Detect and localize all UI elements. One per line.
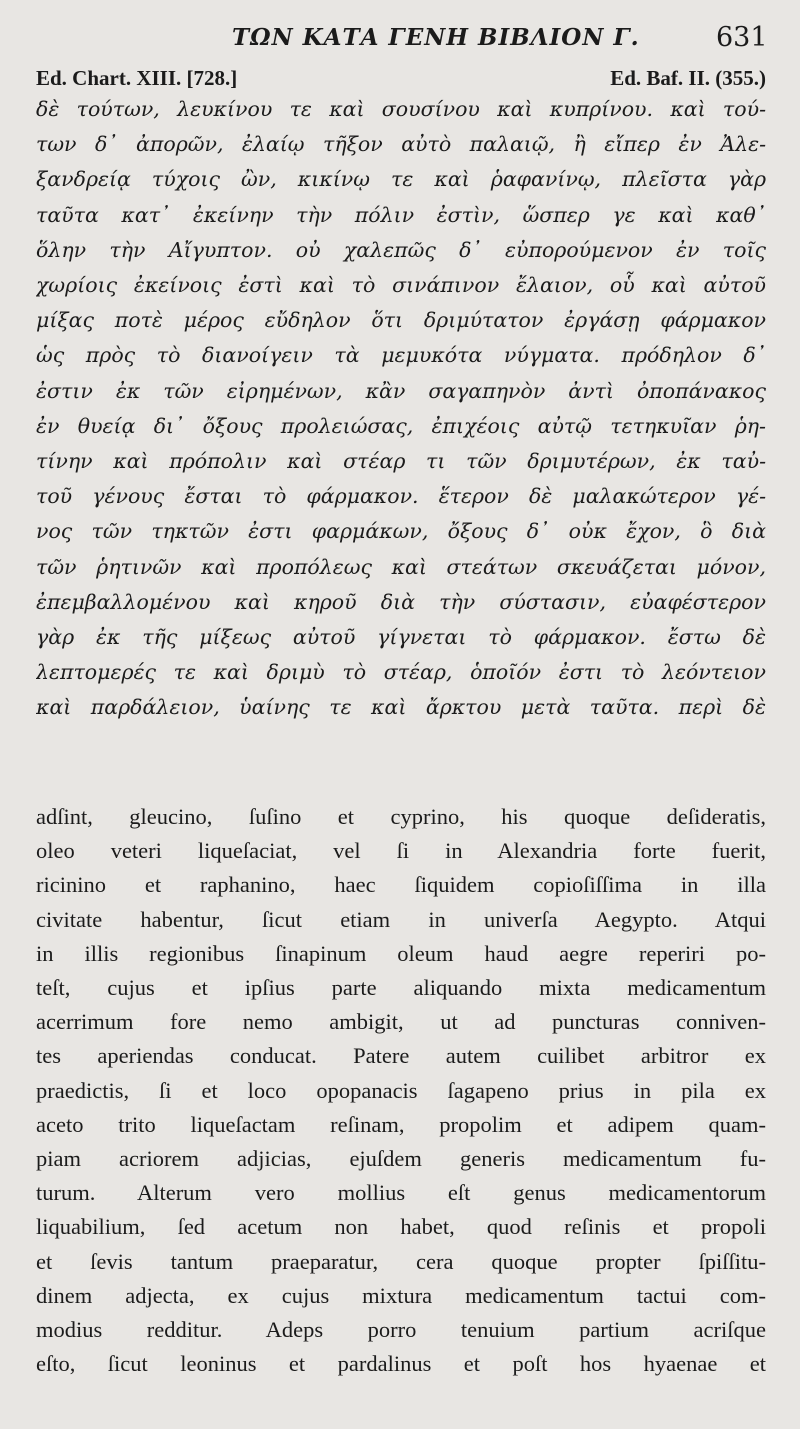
- latin-line: turum. Alterum vero mollius eſt genus medicamentorum: [36, 1180, 766, 1206]
- greek-line: μίξας ποτὲ μέρος εὔδηλον ὅτι δριμύτατον ἐργάσῃ φάρμακον: [36, 308, 766, 333]
- latin-line: liquabilium, ſed acetum non habet, quod reſinis et propoli: [36, 1214, 766, 1240]
- page-number: 631: [716, 22, 768, 53]
- greek-line: των δ᾽ ἀπορῶν, ἐλαίῳ τῆξον αὐτὸ παλαιῷ, ἢ εἴπερ ἐν Ἀλε-: [36, 132, 766, 157]
- greek-line: νος τῶν τηκτῶν ἐστι φαρμάκων, ὄξους δ᾽ οὐκ ἔχον, ὃ διὰ: [36, 519, 766, 544]
- latin-line: tes aperiendas conducat. Patere autem cuilibet arbitror ex: [36, 1043, 766, 1069]
- latin-line: ricinino et raphanino, haec ſiquidem copioſiſſima in illa: [36, 872, 766, 898]
- latin-line: dinem adjecta, ex cujus mixtura medicamentum tactui com-: [36, 1282, 766, 1308]
- running-head: [0, 18, 800, 58]
- greek-line: ταῦτα κατ᾽ ἐκείνην τὴν πόλιν ἐστὶν, ὥσπερ γε καὶ καθ᾽: [36, 202, 766, 227]
- latin-text-block: [36, 800, 766, 1381]
- latin-line: in illis regionibus ſinapinum oleum haud aegre reperiri po-: [36, 940, 766, 966]
- latin-line: piam acriorem adjicias, ejuſdem generis medicamentum fu-: [36, 1146, 766, 1172]
- greek-line: γὰρ ἐκ τῆς μίξεως αὐτοῦ γίγνεται τὸ φάρμακον. ἔστω δὲ: [36, 625, 766, 650]
- greek-line: τίνην καὶ πρόπολιν καὶ στέαρ τι τῶν δριμυτέρων, ἐκ ταὐ-: [36, 449, 766, 474]
- greek-line: τῶν ῥητινῶν καὶ προπόλεως καὶ στεάτων σκευάζεται μόνον,: [36, 554, 766, 579]
- greek-line: ἐν θυείᾳ δι᾽ ὄξους προλειώσας, ἐπιχέοις αὐτῷ τετηκυῖαν ῥη-: [36, 413, 766, 438]
- latin-line: praedictis, ſi et loco opopanacis ſagapeno prius in pila ex: [36, 1077, 766, 1103]
- greek-line: χωρίοις ἐκείνοις ἐστὶ καὶ τὸ σινάπινον ἔλαιον, οὗ καὶ αὐτοῦ: [36, 273, 766, 298]
- latin-line: adſint, gleucino, ſuſino et cyprino, his quoque deſideratis,: [36, 804, 766, 829]
- greek-line: ἐπεμβαλλομένου καὶ κηροῦ διὰ τὴν σύστασιν, εὐαφέστερον: [36, 589, 766, 614]
- greek-line: ἐστιν ἐκ τῶν εἰρημένων, κἂν σαγαπηνὸν ἀντὶ ὀποπάνακος: [36, 378, 766, 403]
- latin-line: teſt, cujus et ipſius parte aliquando mixta medicamentum: [36, 975, 766, 1001]
- running-head-title: ΤΩΝ ΚΑΤΑ ΓΕΝΗ ΒΙΒΛΙΟΝ Γ.: [232, 24, 640, 51]
- edition-reference-left: Ed. Chart. XIII. [728.]: [36, 66, 238, 90]
- greek-line: ξανδρείᾳ τύχοις ὢν, κικίνῳ τε καὶ ῥαφανίνῳ, πλεῖστα γὰρ: [36, 167, 766, 192]
- latin-line: eſto, ſicut leoninus et pardalinus et poſt hos hyaenae et: [36, 1351, 766, 1377]
- greek-line: τοῦ γένους ἔσται τὸ φάρμακον. ἕτερον δὲ μαλακώτερον γέ-: [36, 484, 766, 509]
- latin-line: oleo veteri liqueſaciat, vel ſi in Alexandria forte fuerit,: [36, 838, 766, 864]
- greek-text-block: [36, 92, 766, 726]
- greek-line: ὅλην τὴν Αἴγυπτον. οὐ χαλεπῶς δ᾽ εὐπορούμενον ἐν τοῖς: [36, 237, 766, 262]
- latin-line: civitate habentur, ſicut etiam in univerſa Aegypto. Atqui: [36, 906, 766, 932]
- edition-reference-right: Ed. Baf. II. (355.): [610, 66, 766, 90]
- greek-line: ὡς πρὸς τὸ διανοίγειν τὰ μεμυκότα νύγματα. πρόδηλον δ᾽: [36, 343, 766, 368]
- latin-line: acerrimum fore nemo ambigit, ut ad puncturas conniven-: [36, 1009, 766, 1035]
- greek-line: καὶ παρδάλειον, ὑαίνης τε καὶ ἄρκτου μετὰ ταῦτα. περὶ δὲ: [36, 695, 766, 720]
- greek-line: δὲ τούτων, λευκίνου τε καὶ σουσίνου καὶ κυπρίνου. καὶ τού-: [36, 97, 766, 121]
- latin-line: aceto trito liqueſactam reſinam, propolim et adipem quam-: [36, 1111, 766, 1137]
- latin-line: modius redditur. Adeps porro tenuium partium acriſque: [36, 1317, 766, 1343]
- latin-line: et ſevis tantum praeparatur, cera quoque propter ſpiſſitu-: [36, 1248, 766, 1274]
- greek-line: λεπτομερές τε καὶ δριμὺ τὸ στέαρ, ὁποῖόν ἐστι τὸ λεόντειον: [36, 660, 766, 685]
